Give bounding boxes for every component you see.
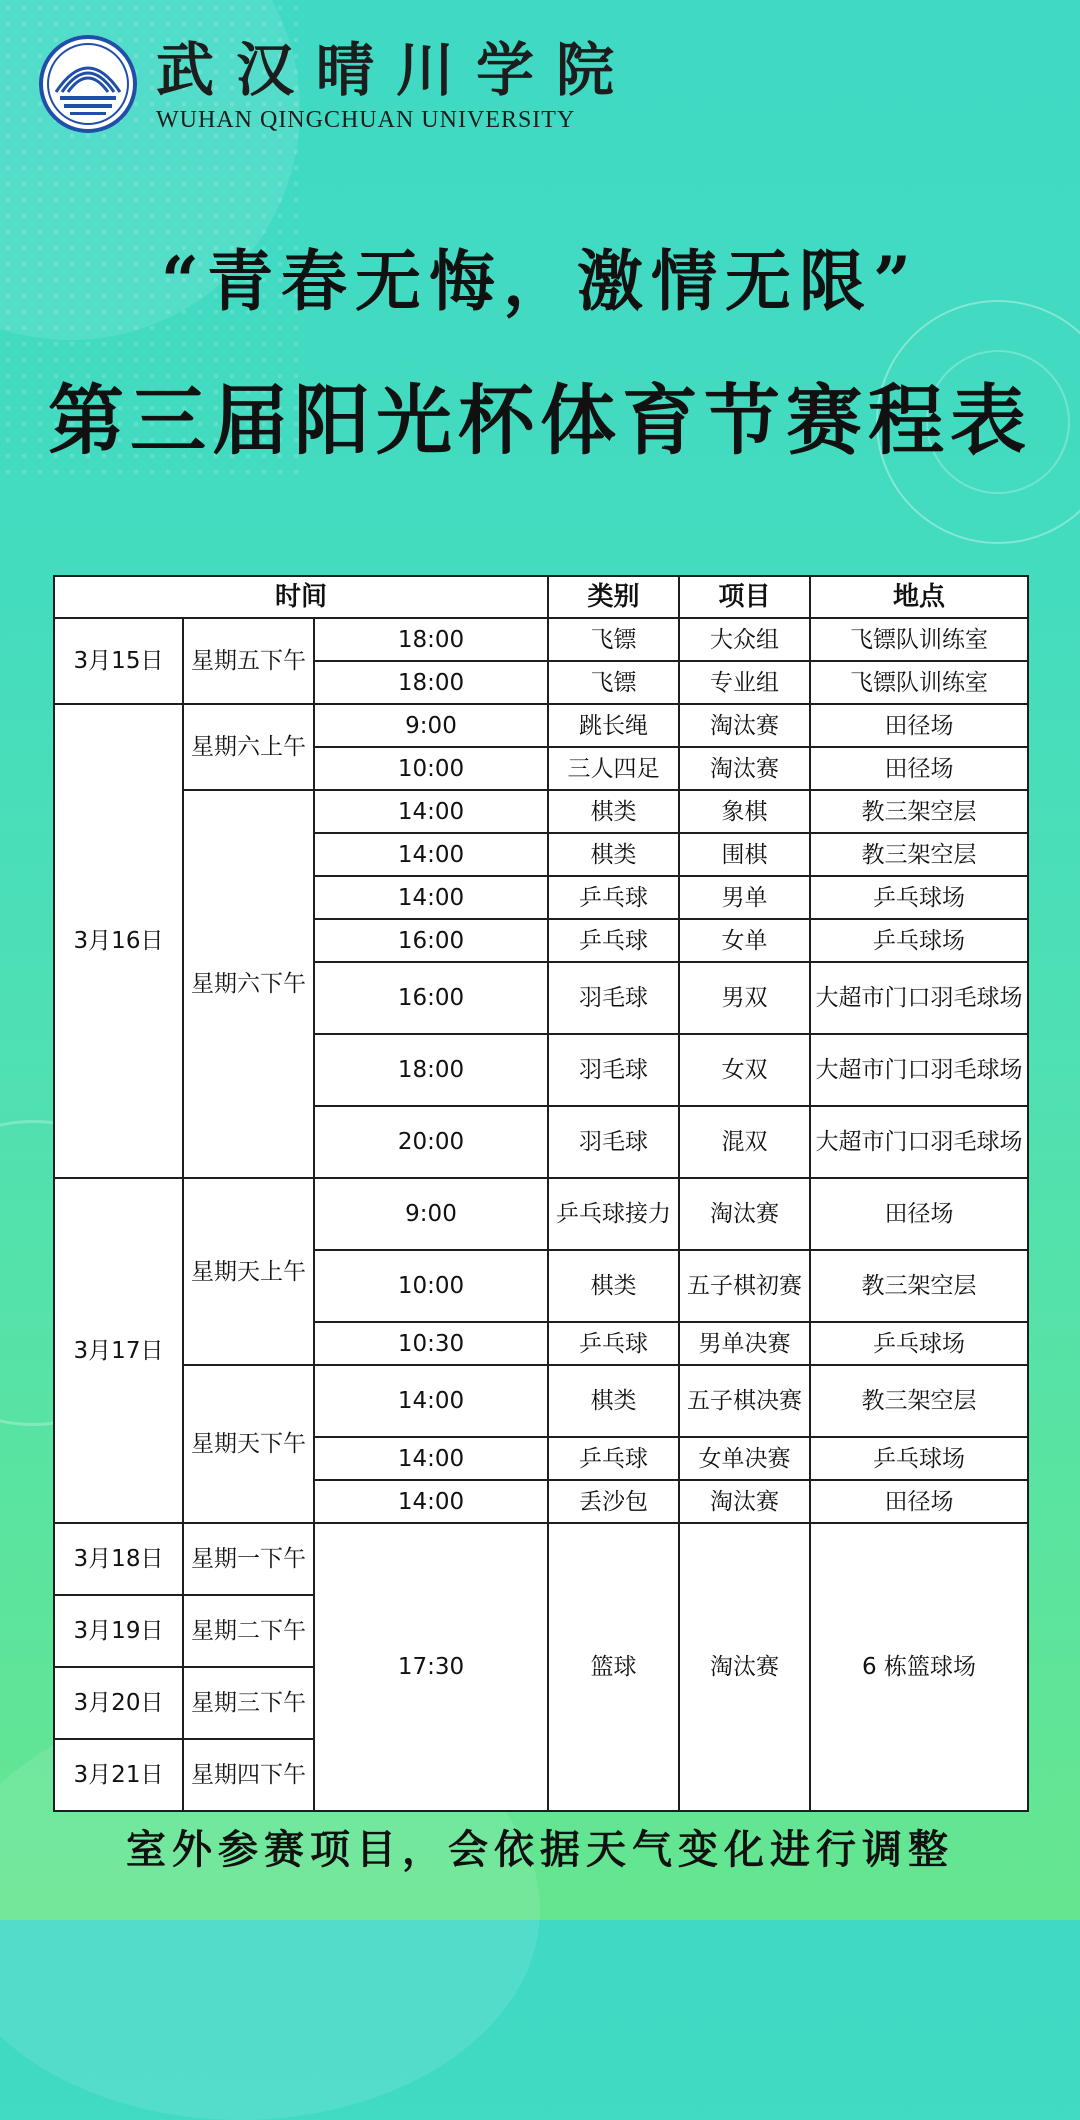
table-row	[54, 1523, 1028, 1595]
venue-cell: 6 栋篮球场	[810, 1523, 1028, 1811]
venue-cell: 乒乓球场	[810, 876, 1028, 919]
category-cell: 丢沙包	[548, 1480, 679, 1523]
category-cell: 乒乓球	[548, 1322, 679, 1365]
date-cell: 3月16日	[54, 704, 183, 1178]
period-cell: 星期六上午	[183, 704, 314, 790]
table-header-row	[54, 576, 1028, 618]
date-cell: 3月21日	[54, 1739, 183, 1811]
category-cell: 乒乓球	[548, 1437, 679, 1480]
header-category: 类别	[548, 576, 679, 618]
category-cell: 乒乓球	[548, 876, 679, 919]
footer-note: 室外参赛项目，会依据天气变化进行调整	[126, 1826, 954, 1873]
table-row	[54, 618, 1028, 661]
venue-cell: 乒乓球场	[810, 919, 1028, 962]
category-cell: 跳长绳	[548, 704, 679, 747]
event-cell: 混双	[679, 1106, 810, 1178]
table-row	[54, 1178, 1028, 1250]
category-cell: 棋类	[548, 833, 679, 876]
period-cell: 星期天上午	[183, 1178, 314, 1365]
header-time: 时间	[54, 576, 548, 618]
time-cell: 14:00	[314, 1480, 548, 1523]
time-cell: 10:30	[314, 1322, 548, 1365]
event-cell: 围棋	[679, 833, 810, 876]
period-cell: 星期六下午	[183, 790, 314, 1178]
venue-cell: 田径场	[810, 704, 1028, 747]
time-cell: 18:00	[314, 661, 548, 704]
time-cell: 18:00	[314, 1034, 548, 1106]
event-cell: 男双	[679, 962, 810, 1034]
time-cell: 10:00	[314, 747, 548, 790]
category-cell: 篮球	[548, 1523, 679, 1811]
category-cell: 乒乓球	[548, 919, 679, 962]
time-cell: 20:00	[314, 1106, 548, 1178]
page-title: 第三届阳光杯体育节赛程表	[48, 376, 1032, 465]
period-cell: 星期五下午	[183, 618, 314, 704]
period-cell: 星期天下午	[183, 1365, 314, 1523]
venue-cell: 教三架空层	[810, 1250, 1028, 1322]
venue-cell: 飞镖队训练室	[810, 661, 1028, 704]
category-cell: 羽毛球	[548, 962, 679, 1034]
event-cell: 五子棋初赛	[679, 1250, 810, 1322]
category-cell: 飞镖	[548, 618, 679, 661]
date-cell: 3月18日	[54, 1523, 183, 1595]
venue-cell: 田径场	[810, 1480, 1028, 1523]
time-cell: 14:00	[314, 833, 548, 876]
university-header	[38, 34, 636, 134]
event-cell: 专业组	[679, 661, 810, 704]
venue-cell: 乒乓球场	[810, 1322, 1028, 1365]
schedule-table	[53, 575, 1029, 1812]
venue-cell: 田径场	[810, 1178, 1028, 1250]
venue-cell: 教三架空层	[810, 790, 1028, 833]
venue-cell: 大超市门口羽毛球场	[810, 962, 1028, 1034]
venue-cell: 乒乓球场	[810, 1437, 1028, 1480]
event-cell: 大众组	[679, 618, 810, 661]
time-cell: 9:00	[314, 1178, 548, 1250]
table-row	[54, 704, 1028, 747]
time-cell: 14:00	[314, 1437, 548, 1480]
category-cell: 棋类	[548, 790, 679, 833]
time-cell: 14:00	[314, 790, 548, 833]
event-cell: 男单决赛	[679, 1322, 810, 1365]
event-cell: 淘汰赛	[679, 1523, 810, 1811]
event-cell: 淘汰赛	[679, 704, 810, 747]
event-cell: 象棋	[679, 790, 810, 833]
event-cell: 女双	[679, 1034, 810, 1106]
event-cell: 女单	[679, 919, 810, 962]
university-name-en: WUHAN QINGCHUAN UNIVERSITY	[156, 106, 576, 133]
time-cell: 18:00	[314, 618, 548, 661]
time-cell: 16:00	[314, 919, 548, 962]
date-cell: 3月17日	[54, 1178, 183, 1523]
table-row	[54, 1365, 1028, 1437]
category-cell: 乒乓球接力	[548, 1178, 679, 1250]
date-cell: 3月20日	[54, 1667, 183, 1739]
period-cell: 星期四下午	[183, 1739, 314, 1811]
venue-cell: 教三架空层	[810, 833, 1028, 876]
time-cell: 14:00	[314, 876, 548, 919]
event-cell: 淘汰赛	[679, 1178, 810, 1250]
venue-cell: 飞镖队训练室	[810, 618, 1028, 661]
header-venue: 地点	[810, 576, 1028, 618]
date-cell: 3月15日	[54, 618, 183, 704]
university-logo-icon	[38, 34, 138, 134]
category-cell: 羽毛球	[548, 1106, 679, 1178]
event-cell: 男单	[679, 876, 810, 919]
period-cell: 星期一下午	[183, 1523, 314, 1595]
venue-cell: 教三架空层	[810, 1365, 1028, 1437]
category-cell: 棋类	[548, 1250, 679, 1322]
event-cell: 女单决赛	[679, 1437, 810, 1480]
table-row	[54, 790, 1028, 833]
event-cell: 五子棋决赛	[679, 1365, 810, 1437]
event-cell: 淘汰赛	[679, 747, 810, 790]
time-cell: 14:00	[314, 1365, 548, 1437]
venue-cell: 大超市门口羽毛球场	[810, 1034, 1028, 1106]
category-cell: 三人四足	[548, 747, 679, 790]
period-cell: 星期二下午	[183, 1595, 314, 1667]
category-cell: 羽毛球	[548, 1034, 679, 1106]
event-cell: 淘汰赛	[679, 1480, 810, 1523]
venue-cell: 田径场	[810, 747, 1028, 790]
date-cell: 3月19日	[54, 1595, 183, 1667]
university-name-cn: 武汉晴川学院	[156, 35, 637, 104]
header-event: 项目	[679, 576, 810, 618]
time-cell: 16:00	[314, 962, 548, 1034]
period-cell: 星期三下午	[183, 1667, 314, 1739]
time-cell: 9:00	[314, 704, 548, 747]
slogan: “青春无悔，激情无限”	[161, 242, 919, 320]
time-cell: 10:00	[314, 1250, 548, 1322]
category-cell: 飞镖	[548, 661, 679, 704]
venue-cell: 大超市门口羽毛球场	[810, 1106, 1028, 1178]
category-cell: 棋类	[548, 1365, 679, 1437]
time-cell: 17:30	[314, 1523, 548, 1811]
